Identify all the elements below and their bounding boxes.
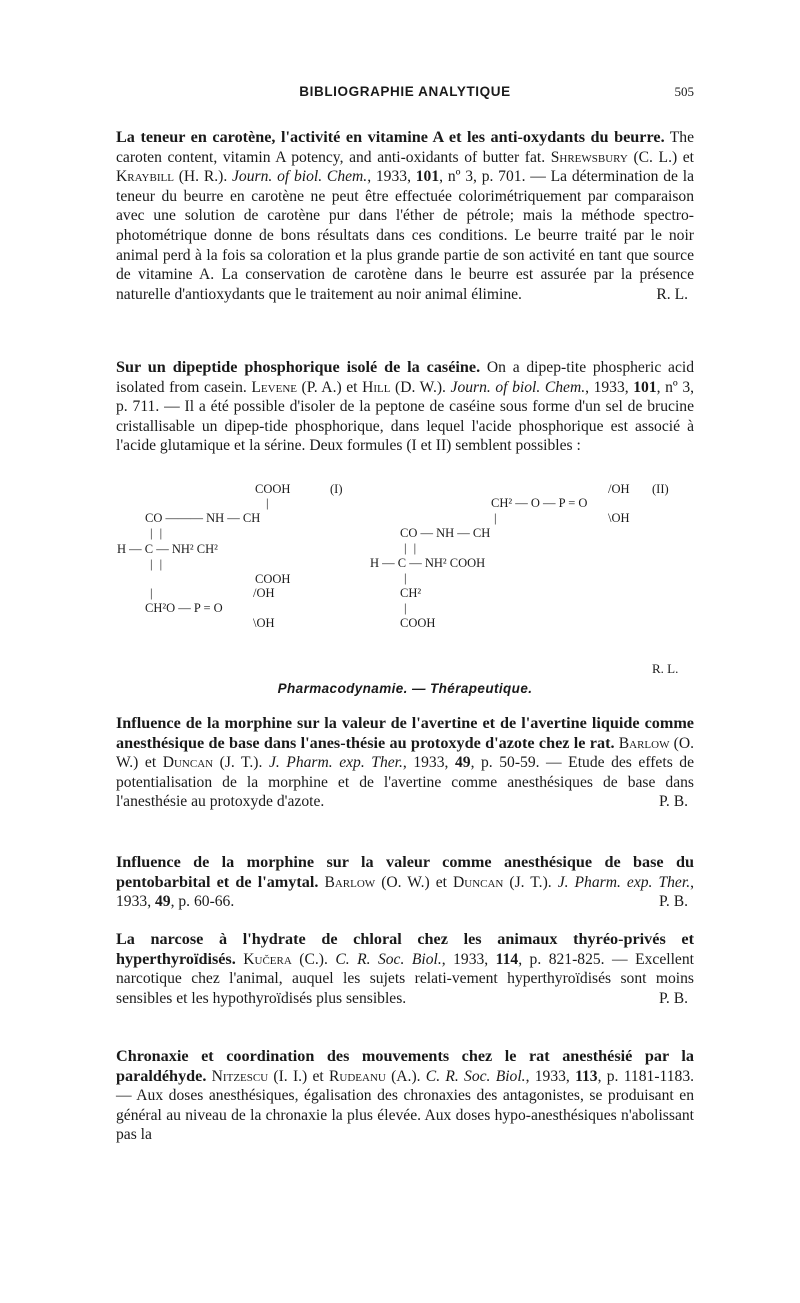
author-name: Kraybill xyxy=(116,168,174,186)
journal-name: C. R. Soc. Biol. xyxy=(425,1067,526,1085)
formula-1-oh: /OH xyxy=(253,586,275,600)
entry-text: (O. W.) et xyxy=(375,873,453,891)
author-name: Duncan xyxy=(453,873,504,891)
entry-text: , p. 1181-1183. — Aux doses anesthésiques, égalisation des chronaxies des antagonistes, se produisant en général au niveau de la chronaxie la plus élevée. Aux doses hypo-anesthésiques n'abolissant pas la xyxy=(116,1067,695,1144)
journal-name: J. Pharm. exp. Ther. xyxy=(268,754,403,772)
volume-number: 101 xyxy=(633,378,657,396)
entry-title: Chronaxie et coordination des mouvements chez le rat anesthésié par la paraldéhyde. xyxy=(116,1047,694,1085)
formula-2-bond: | xyxy=(404,571,407,585)
volume-number: 113 xyxy=(575,1067,598,1085)
entry-signature: P. B. xyxy=(658,893,688,911)
entry-text: (A.). xyxy=(385,1067,426,1085)
formula-1-bond: | xyxy=(150,586,153,600)
formula-1-bond: | | xyxy=(150,557,165,571)
formula-2-bond: | | xyxy=(404,541,419,555)
entry-text: , 1933, xyxy=(402,754,455,772)
entry-title: Sur un dipeptide phosphorique isolé de la caséine. xyxy=(116,358,481,376)
entry-text: (J. T.). xyxy=(213,754,269,772)
entry-text: (C. L.) et xyxy=(627,148,695,166)
entry-text: , p. 50-59. — Etude des effets de potentialisation de la morphine et de l'avertine comme anesthésiques de base dans l'anesthésie au protoxyde d'azote. xyxy=(116,754,695,811)
author-name: Kučera xyxy=(243,950,292,968)
bibliography-entry xyxy=(116,358,694,456)
formula-2-bond: | xyxy=(494,511,497,525)
entry-text: (I. I.) et xyxy=(268,1067,329,1085)
entry-text: , 1933, xyxy=(367,168,416,186)
entry-text: , nº 3, p. 711. — Il a été possible d'isoler de la peptone de caséine sous forme d'un sel de brucine cristallisable un dipep-tide phosphorique, dans lequel l'acide phosphorique est associé à l'acide glutamique et la sérine. Deux formules (I et II) semblent possibles : xyxy=(116,378,695,455)
entry-text: , 1933, xyxy=(441,950,496,968)
entry-title: La teneur en carotène, l'activité en vitamine A et les anti-oxydants du beurre. xyxy=(116,128,665,146)
bibliography-entry xyxy=(116,1047,694,1145)
bibliography-entry xyxy=(116,853,694,912)
formula-2-bond: | xyxy=(404,601,407,615)
page-header-title: BIBLIOGRAPHIE ANALYTIQUE xyxy=(299,84,511,99)
running-head xyxy=(116,84,694,108)
author-name: Shrewsbury xyxy=(550,148,628,166)
formula-1-row-co: CO ——— NH — CH xyxy=(145,511,261,525)
author-name: Levene xyxy=(251,378,297,396)
entry-text: , p. 60-66. xyxy=(170,893,235,911)
entry-text: , nº 3, p. 701. — La détermination de la teneur du beurre en carotène ne peut être effectuée colorimétriquement par comparaison avec une solution de carotène pur dans l'éther de pétrole; mais la méthode spectro-photométrique donne de bons résultats dans ces conditions. Le beurre traité par le noir animal perd à la fois sa coloration et la plus grande partie de son activité en tant que source de vitamine A. La conservation de carotène dans le beurre est assurée par la présence naturelle d'antioxydants que le traitement au noir animal élimine. xyxy=(116,168,694,303)
formula-2-ch2: CH² xyxy=(400,586,422,600)
formula-2-oh: /OH xyxy=(608,482,630,496)
formula-2-row-p: CH² — O — P = O xyxy=(491,496,588,510)
author-name: Nitzescu xyxy=(211,1067,269,1085)
journal-name: C. R. Soc. Biol. xyxy=(335,950,442,968)
author-name: Barlow xyxy=(324,873,376,891)
formula-2-cooh: COOH xyxy=(400,616,436,630)
formula-2-oh: \OH xyxy=(608,511,630,525)
journal-name: Journ. of biol. Chem. xyxy=(232,168,368,186)
entry-title: La narcose à l'hydrate de chloral chez les animaux thyréo-privés et hyperthyroïdisés. xyxy=(116,930,694,968)
entry-signature: P. B. xyxy=(658,989,688,1007)
formula-1-bond: | xyxy=(266,496,269,510)
volume-number: 114 xyxy=(495,950,519,968)
formula-1-cooh-mid: COOH xyxy=(255,572,291,586)
entry-text: (O. W.) et xyxy=(116,734,694,772)
author-name: Duncan xyxy=(162,754,214,772)
entry-text: The caroten content, vitamin A potency, and anti-oxidants of butter fat. xyxy=(116,129,694,166)
formula-1-label: (I) xyxy=(330,482,343,496)
formula-2-row-co: CO — NH — CH xyxy=(400,526,491,540)
entry-text: (D. W.). xyxy=(390,378,451,396)
formula-1-bond: | | xyxy=(150,526,165,540)
formula-1-cooh-top: COOH xyxy=(255,482,291,496)
journal-name: J. Pharm. exp. Ther. xyxy=(557,873,691,891)
bibliography-entry xyxy=(116,128,694,304)
journal-name: Journ. of biol. Chem. xyxy=(450,378,586,396)
entry-signature: P. B. xyxy=(658,793,688,811)
entry-text: (J. T.). xyxy=(503,873,558,891)
volume-number: 49 xyxy=(154,893,171,911)
entry-text: , 1933, xyxy=(525,1067,576,1085)
entry-text: , 1933, xyxy=(585,378,634,396)
page-number: 505 xyxy=(674,84,694,99)
formula-1-oh: \OH xyxy=(253,616,275,630)
formula-2-label: (II) xyxy=(652,482,669,496)
entry-text: , 1933, xyxy=(116,873,695,911)
entry-signature: R. L. xyxy=(656,285,688,303)
author-name: Rudeanu xyxy=(329,1067,386,1085)
entry-text: (P. A.) et xyxy=(296,378,363,396)
entry-text: On a dipep-tite phospheric acid isolated from casein. xyxy=(116,359,694,396)
formula-1-row-p: CH²O — P = O xyxy=(145,601,223,615)
formula-1-row-h: H — C — NH² CH² xyxy=(117,542,218,556)
entry-text: , p. 821-825. — Excellent narcotique chez l'animal, auquel les sujets relati-vement hyperthyroïdisés sont moins sensibles et les hypothyroïdisés plus sensibles. xyxy=(116,950,694,1007)
section-title: Pharmacodynamie. — Thérapeutique. xyxy=(277,681,533,696)
entry-signature: R. L. xyxy=(652,661,679,676)
volume-number: 49 xyxy=(454,754,471,772)
volume-number: 101 xyxy=(415,168,440,186)
author-name: Barlow xyxy=(618,734,670,752)
entry-text: (C.). xyxy=(291,950,336,968)
entry-title: Influence de la morphine sur la valeur comme anesthésique de base du pentobarbital et de l'amytal. xyxy=(116,853,694,891)
bibliography-entry xyxy=(116,930,694,1008)
author-name: Hill xyxy=(362,378,391,396)
formula-2-row-h: H — C — NH² COOH xyxy=(370,556,486,570)
entry-title: Influence de la morphine sur la valeur de l'avertine et de l'avertine liquide comme anesthésique de base dans l'anes-thésie au protoxyde d'azote chez le rat. xyxy=(116,714,694,752)
bibliography-entry xyxy=(116,714,694,812)
entry-text: (H. R.). xyxy=(173,168,233,186)
